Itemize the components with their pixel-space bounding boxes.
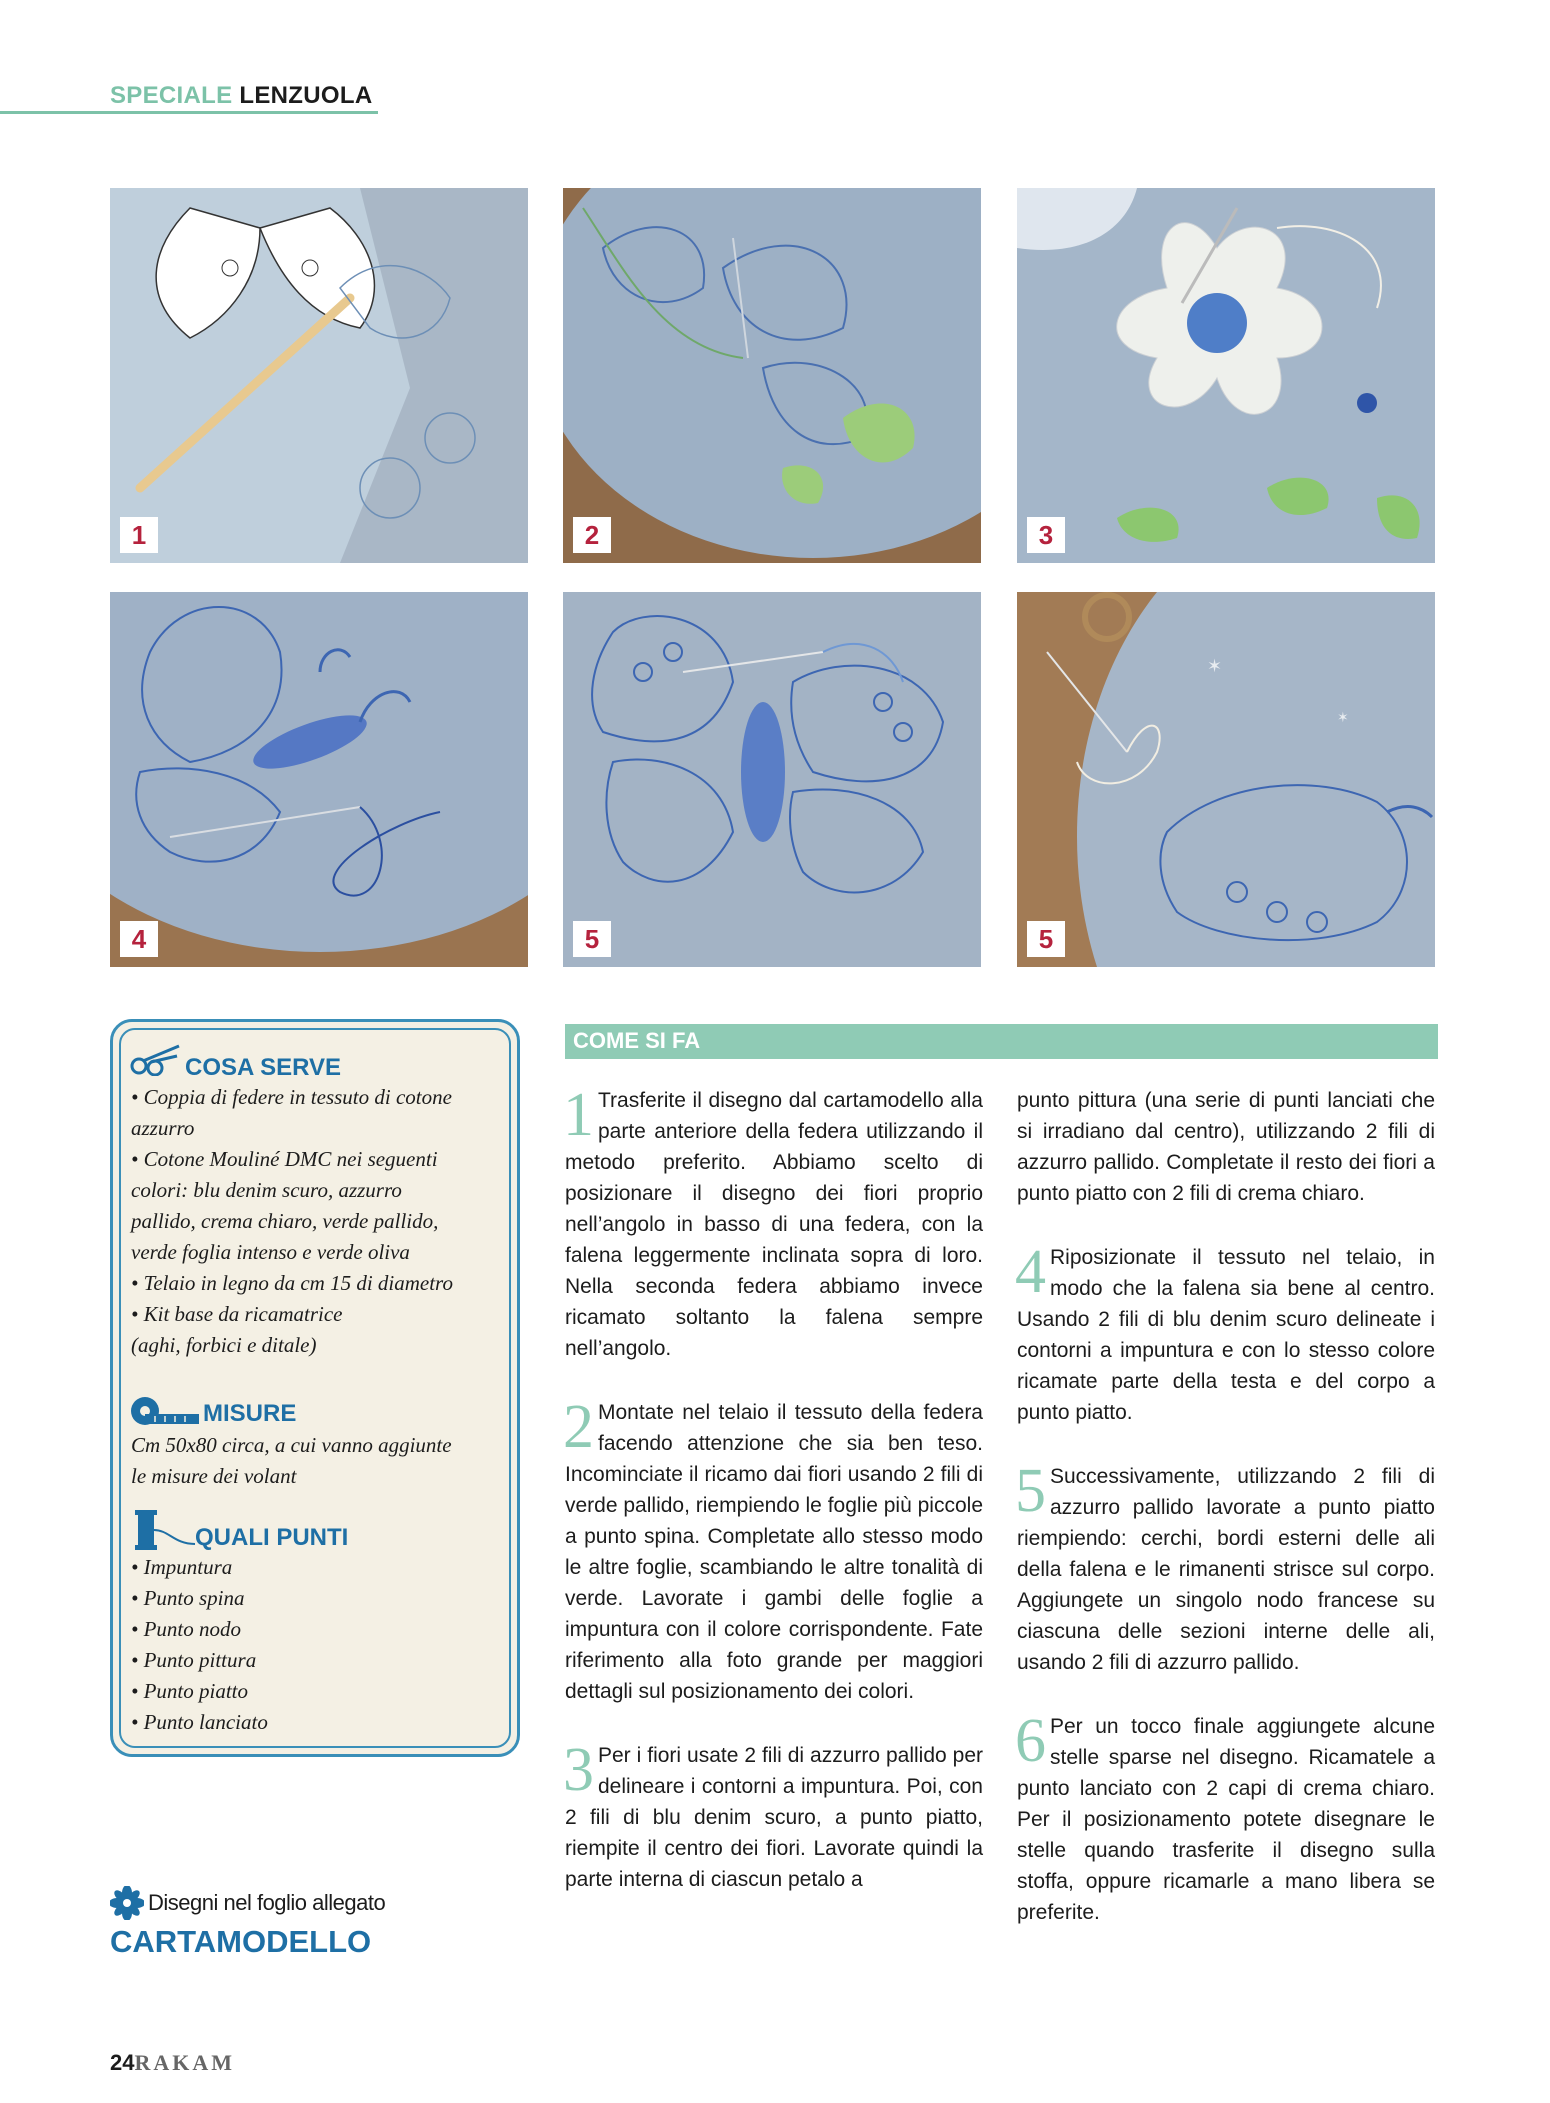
photo-2-image xyxy=(563,188,981,563)
step-1 xyxy=(563,1081,983,1364)
step-number: 6 xyxy=(1015,1707,1046,1775)
quali-punti-list xyxy=(131,1552,511,1738)
quali-punti-title: QUALI PUNTI xyxy=(195,1524,349,1551)
section-label: SPECIALE xyxy=(110,82,233,109)
flower-asterisk-icon xyxy=(110,1886,144,1920)
list-item: • Punto piatto xyxy=(131,1679,249,1703)
materials-box xyxy=(110,1019,520,1757)
step-number: 5 xyxy=(1015,1457,1046,1525)
list-item: colori: blu denim scuro, azzurro xyxy=(131,1178,402,1202)
list-item: • Kit base da ricamatrice xyxy=(131,1302,343,1326)
list-item: Cm 50x80 circa, a cui vanno aggiunte xyxy=(131,1433,452,1457)
tape-measure-icon xyxy=(129,1394,201,1428)
step-text: punto pittura (una serie di punti lanciati che si irradiano dal centro), utilizzando 2 fili di azzurro pallido. Completate il resto dei fiori a punto piatto con 2 fili di crema chiaro. xyxy=(1017,1089,1435,1205)
section-header xyxy=(110,82,372,110)
photo-number: 5 xyxy=(1027,921,1065,957)
step-3-continued xyxy=(1017,1085,1435,1209)
list-item: • Cotone Mouliné DMC nei seguenti xyxy=(131,1147,438,1171)
instructions-column-right xyxy=(1017,1085,1435,1961)
list-item: (aghi, forbici e ditale) xyxy=(131,1333,317,1357)
photo-2 xyxy=(563,188,981,563)
photo-4 xyxy=(110,592,528,967)
list-item: • Punto lanciato xyxy=(131,1710,268,1734)
list-item: azzurro xyxy=(131,1116,195,1140)
photo-5-image xyxy=(563,592,981,967)
misure-title: MISURE xyxy=(203,1400,297,1427)
photo-6 xyxy=(1017,592,1435,967)
step-number: 1 xyxy=(563,1081,594,1149)
list-item: • Coppia di federe in tessuto di cotone xyxy=(131,1085,452,1109)
pattern-note-text: Disegni nel foglio allegato xyxy=(148,1890,386,1915)
step-number: 3 xyxy=(563,1736,594,1804)
list-item: pallido, crema chiaro, verde pallido, xyxy=(131,1209,439,1233)
step-4 xyxy=(1015,1238,1435,1428)
photo-3-image xyxy=(1017,188,1435,563)
pattern-title: CARTAMODELLO xyxy=(110,1924,372,1959)
step-text: Trasferite il disegno dal cartamodello alla parte anteriore della federa utilizzando il metodo preferito. Abbiamo scelto di posizionare il disegno dei fiori proprio nell’angolo in basso di una federa, con la falena leggermente inclinata sopra di loro. Nella seconda federa abbiamo invece ricamato soltanto la falena sempre nell’angolo. xyxy=(565,1089,983,1360)
step-5 xyxy=(1015,1457,1435,1678)
list-item: le misure dei volant xyxy=(131,1464,297,1488)
svg-text:✶: ✶ xyxy=(1337,709,1349,725)
step-text: Riposizionate il tessuto nel telaio, in modo che la falena sia bene al centro. Usando 2 fili di blu denim scuro delineate i contorni a impuntura e con lo stesso colore ricamate parte della testa e del corpo a punto piatto. xyxy=(1017,1246,1435,1424)
photo-number: 2 xyxy=(573,517,611,553)
photo-5 xyxy=(563,592,981,967)
step-6 xyxy=(1015,1707,1435,1928)
step-number: 2 xyxy=(563,1393,594,1461)
step-text: Successivamente, utilizzando 2 fili di azzurro pallido lavorate a punto piatto riempiendo: cerchi, bordi esterni delle ali della falena e le rimanenti strisce sul corpo. Aggiungete un singolo nodo francese su ciascuna delle sezioni interne delle ali, usando 2 fili di azzurro pallido. xyxy=(1017,1465,1435,1674)
list-item: • Punto pittura xyxy=(131,1648,257,1672)
thread-spool-icon xyxy=(129,1508,199,1554)
svg-text:✶: ✶ xyxy=(1207,656,1223,676)
cosa-serve-title: COSA SERVE xyxy=(185,1054,342,1081)
instructions-column-left xyxy=(563,1081,983,1928)
photo-1-image xyxy=(110,188,528,563)
photo-number: 5 xyxy=(573,921,611,957)
photo-number: 4 xyxy=(120,921,158,957)
step-text: Per un tocco finale aggiungete alcune stelle sparse nel disegno. Ricamatele a punto lanciato con 2 capi di crema chiaro. Per il posizionamento potete disegnare le stelle quando trasferite il disegno sulla stoffa, oppure ricamarle a mano libera se preferite. xyxy=(1017,1715,1435,1924)
step-text: Per i fiori usate 2 fili di azzurro pallido per delineare i contorni a impuntura. Poi, con 2 fili di blu denim scuro, a punto piatto, riempite il centro dei fiori. Lavorate quindi la parte interna di ciascun petalo a xyxy=(565,1744,983,1891)
instructions-title: COME SI FA xyxy=(573,1028,701,1053)
magazine-brand: RAKAM xyxy=(134,2050,236,2075)
page-number: 24 xyxy=(110,2050,135,2075)
page-footer xyxy=(110,2050,235,2076)
step-number: 4 xyxy=(1015,1238,1046,1306)
photo-number: 1 xyxy=(120,517,158,553)
instructions-header xyxy=(565,1024,1438,1059)
header-rule xyxy=(0,111,378,114)
list-item: • Punto nodo xyxy=(131,1617,242,1641)
step-text: Montate nel telaio il tessuto della federa facendo attenzione che sia ben teso. Incominciate il ricamo dai fiori usando 2 fili di verde pallido, riempiendo le foglie più piccole a punto spina. Completate allo stesso modo le altre foglie, scambiando le altre tonalità di verde. Lavorate i gambi delle foglie a impuntura con il colore corrispondente. Fate riferimento alla foto grande per maggiori dettagli sul posizionamento dei colori. xyxy=(565,1401,983,1703)
photo-number: 3 xyxy=(1027,517,1065,553)
list-item: • Punto spina xyxy=(131,1586,245,1610)
scissors-icon xyxy=(129,1042,183,1076)
photo-3 xyxy=(1017,188,1435,563)
misure-list xyxy=(131,1430,511,1492)
photo-6-image xyxy=(1017,592,1435,967)
photo-4-image xyxy=(110,592,528,967)
topic-label: LENZUOLA xyxy=(239,82,373,109)
list-item: verde foglia intenso e verde oliva xyxy=(131,1240,410,1264)
list-item: • Telaio in legno da cm 15 di diametro xyxy=(131,1271,453,1295)
step-2 xyxy=(563,1393,983,1707)
photo-1 xyxy=(110,188,528,563)
list-item: • Impuntura xyxy=(131,1555,233,1579)
step-3 xyxy=(563,1736,983,1895)
cosa-serve-list xyxy=(131,1082,511,1361)
